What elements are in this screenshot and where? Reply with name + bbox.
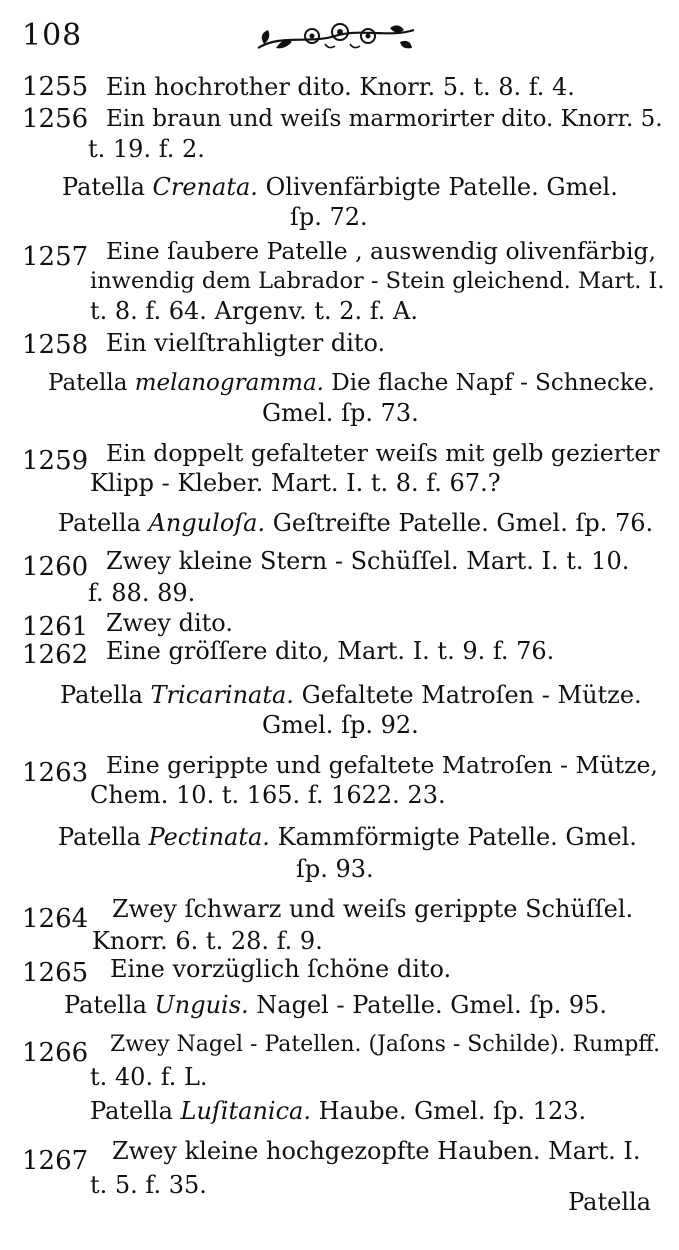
entry-text: Ein vielſtrahligter dito. — [106, 329, 386, 357]
entry-number: 1258 — [22, 330, 89, 360]
entry-number: 1257 — [22, 242, 89, 272]
genus-name: Patella — [90, 1097, 173, 1125]
entry-number: 1266 — [22, 1038, 89, 1068]
species-description: Olivenfärbigte Patelle. Gmel. — [265, 173, 618, 201]
entry-text: f. 88. 89. — [88, 579, 196, 607]
entry-text: Eine vorzüglich ſchöne dito. — [110, 955, 452, 983]
species-name: Luſitanica. — [180, 1097, 311, 1125]
species-heading — [58, 822, 637, 852]
genus-name: Patella — [58, 823, 141, 851]
entry-text: Ein braun und weiſs marmorirter dito. Knorr. 5. — [106, 106, 663, 132]
species-description: Geſtreifte Patelle. Gmel. ſp. 76. — [272, 509, 654, 537]
species-description: Nagel - Patelle. Gmel. ſp. 95. — [256, 991, 607, 1019]
entry-text: Knorr. 6. t. 28. f. 9. — [92, 927, 323, 955]
entry-number: 1262 — [22, 640, 89, 670]
entry-text: t. 5. f. 35. — [90, 1171, 207, 1199]
catchword: Patella — [568, 1188, 651, 1216]
entry-number: 1255 — [22, 72, 89, 102]
species-name: melanogramma. — [134, 370, 324, 396]
entry-text: Eine gröſſere dito, Mart. I. t. 9. f. 76. — [106, 637, 555, 665]
species-name: Unguis. — [154, 991, 249, 1019]
entry-text: Ein doppelt gefalteter weiſs mit gelb gezierter — [106, 439, 660, 467]
species-heading — [90, 1096, 586, 1126]
entry-number: 1263 — [22, 758, 89, 788]
entry-text: t. 40. f. L. — [90, 1063, 208, 1091]
species-description: Gefaltete Matroſen - Mütze. — [301, 681, 642, 709]
genus-name: Patella — [58, 509, 141, 537]
species-description: Die flache Napf - Schnecke. — [331, 370, 655, 396]
species-heading — [60, 680, 642, 710]
species-description: Haube. Gmel. ſp. 123. — [318, 1097, 587, 1125]
entry-text: Chem. 10. t. 165. f. 1622. 23. — [90, 781, 446, 809]
species-reference: Gmel. ſp. 92. — [262, 711, 419, 739]
species-name: Tricarinata. — [150, 681, 294, 709]
entry-text: Klipp - Kleber. Mart. I. t. 8. f. 67.? — [90, 469, 501, 497]
entry-number: 1260 — [22, 552, 89, 582]
entry-text: Eine gerippte und gefaltete Matroſen - Mütze, — [106, 751, 658, 779]
species-heading — [58, 508, 653, 538]
genus-name: Patella — [60, 681, 143, 709]
entry-number: 1256 — [22, 104, 89, 134]
entry-text: Ein hochrother dito. Knorr. 5. t. 8. f. 4. — [106, 73, 575, 101]
genus-name: Patella — [48, 370, 128, 396]
entry-text: inwendig dem Labrador - Stein gleichend. Mart. I. — [90, 268, 665, 294]
entry-number: 1261 — [22, 612, 89, 642]
entry-text: Eine ſaubere Patelle , auswendig olivenfärbig, — [106, 237, 657, 265]
entry-number: 1267 — [22, 1146, 89, 1176]
species-name: Pectinata. — [148, 823, 270, 851]
entry-number: 1264 — [22, 904, 89, 934]
entry-text: Zwey Nagel - Patellen. (Jaſons - Schilde). Rumpff. — [110, 1032, 661, 1057]
entry-number: 1265 — [22, 958, 89, 988]
page-number: 108 — [22, 18, 83, 53]
entry-text: t. 8. f. 64. Argenv. t. 2. f. A. — [90, 297, 418, 325]
species-heading — [64, 990, 607, 1020]
genus-name: Patella — [62, 173, 145, 201]
genus-name: Patella — [64, 991, 147, 1019]
entry-text: Zwey kleine hochgezopfte Hauben. Mart. I. — [112, 1137, 641, 1165]
species-heading — [62, 172, 618, 202]
entry-number: 1259 — [22, 446, 89, 476]
entry-text: t. 19. f. 2. — [88, 135, 205, 163]
species-reference: ſp. 93. — [296, 855, 374, 883]
species-name: Anguloſa. — [148, 509, 266, 537]
entry-text: Zwey dito. — [106, 609, 233, 637]
species-reference: ſp. 72. — [290, 203, 368, 231]
species-name: Crenata. — [152, 173, 258, 201]
entry-text: Zwey ſchwarz und weiſs gerippte Schüſſel. — [112, 895, 634, 923]
species-description: Kammförmigte Patelle. Gmel. — [277, 823, 637, 851]
floral-ornament-icon — [250, 14, 420, 58]
entry-text: Zwey kleine Stern - Schüſſel. Mart. I. t. 10. — [106, 547, 630, 575]
species-heading — [48, 368, 655, 398]
species-reference: Gmel. ſp. 73. — [262, 399, 419, 427]
